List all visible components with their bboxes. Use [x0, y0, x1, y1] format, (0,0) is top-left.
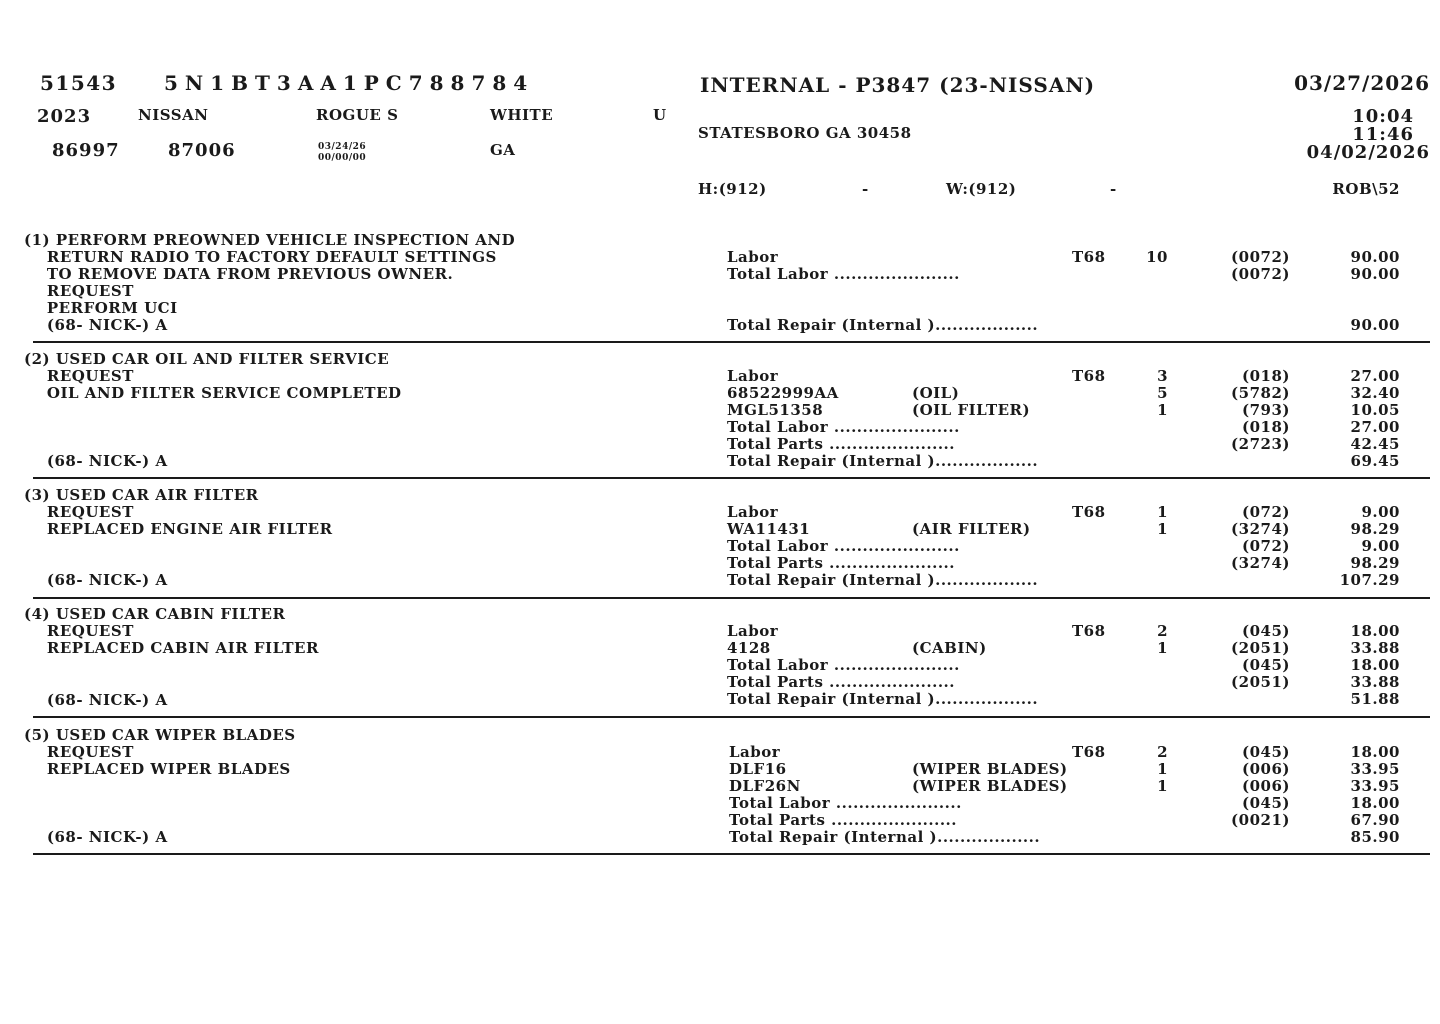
line-qty: 1	[1157, 777, 1168, 795]
line-label: Total Parts ......................	[727, 554, 955, 572]
job-desc-line: REQUEST	[24, 367, 134, 385]
line-amount: 33.95	[1350, 760, 1400, 778]
small-date-1: 03/24/26	[318, 142, 367, 152]
line-amount: 90.00	[1350, 248, 1400, 266]
part-desc: (OIL FILTER)	[912, 401, 1031, 419]
line-label: Labor	[727, 503, 779, 521]
date-opened: 03/27/2026	[1294, 71, 1430, 95]
job-desc-line: (68- NICK-) A	[24, 571, 168, 589]
line-amount: 18.00	[1350, 656, 1400, 674]
job-desc-line: REPLACED ENGINE AIR FILTER	[24, 520, 333, 538]
part-desc: (WIPER BLADES)	[912, 777, 1068, 795]
line-amount: 98.29	[1350, 520, 1400, 538]
line-label: Total Parts ......................	[727, 673, 955, 691]
line-code: (0021)	[1231, 811, 1290, 829]
line-qty: 1	[1157, 520, 1168, 538]
line-code: (072)	[1241, 503, 1290, 521]
job-desc-line: (68- NICK-) A	[24, 316, 168, 334]
line-code: (3274)	[1231, 554, 1290, 572]
job-desc-line: (3) USED CAR AIR FILTER	[24, 486, 259, 504]
vehicle-color: WHITE	[490, 106, 554, 124]
vehicle-year: 2023	[37, 106, 92, 127]
mileage-out: 87006	[168, 140, 236, 161]
line-code: (0072)	[1231, 248, 1290, 266]
line-amount: 33.88	[1350, 673, 1400, 691]
job-divider	[33, 341, 1430, 343]
line-qty: 5	[1157, 384, 1168, 402]
line-amount: 98.29	[1350, 554, 1400, 572]
job-divider	[33, 716, 1430, 718]
line-amount: 18.00	[1350, 743, 1400, 761]
job-desc-line: (68- NICK-) A	[24, 452, 168, 470]
part-desc: (WIPER BLADES)	[912, 760, 1068, 778]
line-tech: T68	[1072, 622, 1106, 640]
line-label: Total Labor ......................	[727, 265, 960, 283]
line-qty: 1	[1157, 503, 1168, 521]
line-amount: 9.00	[1361, 503, 1400, 521]
work-phone: W:(912)	[946, 180, 1017, 198]
line-qty: 1	[1157, 760, 1168, 778]
line-label: Total Repair (Internal )..................	[729, 828, 1041, 846]
part-number: WA11431	[727, 520, 811, 538]
vin: 5N1BT3AA1PC788784	[164, 71, 535, 95]
line-tech: T68	[1072, 248, 1106, 266]
part-number: DLF16	[729, 760, 787, 778]
job-desc-line: (4) USED CAR CABIN FILTER	[24, 605, 286, 623]
part-number: 4128	[727, 639, 771, 657]
line-code: (006)	[1241, 777, 1290, 795]
job-desc-line: REPLACED CABIN AIR FILTER	[24, 639, 319, 657]
line-label: Total Repair (Internal )..................	[727, 690, 1039, 708]
part-desc: (AIR FILTER)	[912, 520, 1031, 538]
line-tech: T68	[1072, 367, 1106, 385]
mileage-in: 86997	[52, 140, 120, 161]
customer-city: STATESBORO GA 30458	[698, 124, 912, 142]
job-desc-line: (1) PERFORM PREOWNED VEHICLE INSPECTION AND	[24, 231, 516, 249]
work-phone-dash: -	[1110, 180, 1117, 198]
line-code: (072)	[1241, 537, 1290, 555]
small-date-2: 00/00/00	[318, 153, 367, 163]
line-amount: 90.00	[1350, 265, 1400, 283]
job-desc-line: (5) USED CAR WIPER BLADES	[24, 726, 296, 744]
line-amount: 33.88	[1350, 639, 1400, 657]
line-amount: 18.00	[1350, 622, 1400, 640]
time-in: 10:04	[1352, 106, 1414, 127]
part-number: DLF26N	[729, 777, 801, 795]
line-code: (006)	[1241, 760, 1290, 778]
line-label: Total Repair (Internal )..................	[727, 571, 1039, 589]
home-phone: H:(912)	[698, 180, 767, 198]
line-qty: 2	[1157, 622, 1168, 640]
code-u: U	[653, 106, 667, 124]
line-code: (5782)	[1231, 384, 1290, 402]
line-amount: 18.00	[1350, 794, 1400, 812]
line-code: (793)	[1241, 401, 1290, 419]
time-out: 11:46	[1352, 124, 1414, 145]
job-desc-line: TO REMOVE DATA FROM PREVIOUS OWNER.	[24, 265, 454, 283]
customer-name: INTERNAL - P3847 (23-NISSAN)	[700, 73, 1096, 97]
line-amount: 107.29	[1339, 571, 1400, 589]
line-code: (018)	[1241, 418, 1290, 436]
line-qty: 10	[1146, 248, 1168, 266]
line-amount: 90.00	[1350, 316, 1400, 334]
job-desc-line: REQUEST	[24, 622, 134, 640]
line-amount: 51.88	[1350, 690, 1400, 708]
line-amount: 33.95	[1350, 777, 1400, 795]
line-tech: T68	[1072, 743, 1106, 761]
part-desc: (CABIN)	[912, 639, 987, 657]
line-label: Labor	[727, 622, 779, 640]
line-code: (2051)	[1231, 639, 1290, 657]
line-amount: 9.00	[1361, 537, 1400, 555]
line-label: Total Repair (Internal )..................	[727, 452, 1039, 470]
line-label: Total Parts ......................	[729, 811, 957, 829]
home-phone-dash: -	[862, 180, 869, 198]
job-desc-line: RETURN RADIO TO FACTORY DEFAULT SETTINGS	[24, 248, 497, 266]
line-amount: 42.45	[1350, 435, 1400, 453]
line-code: (2723)	[1231, 435, 1290, 453]
job-desc-line: PERFORM UCI	[24, 299, 178, 317]
vehicle-make: NISSAN	[138, 106, 209, 124]
service-advisor: ROB\52	[1332, 180, 1400, 198]
line-amount: 67.90	[1350, 811, 1400, 829]
state: GA	[490, 141, 516, 159]
job-divider	[33, 477, 1430, 479]
line-label: Total Labor ......................	[727, 656, 960, 674]
line-code: (045)	[1241, 743, 1290, 761]
line-amount: 69.45	[1350, 452, 1400, 470]
line-label: Total Labor ......................	[727, 537, 960, 555]
line-qty: 1	[1157, 401, 1168, 419]
line-label: Total Repair (Internal )..................	[727, 316, 1039, 334]
line-amount: 10.05	[1350, 401, 1400, 419]
line-code: (045)	[1241, 622, 1290, 640]
line-label: Labor	[729, 743, 781, 761]
line-code: (3274)	[1231, 520, 1290, 538]
line-amount: 85.90	[1350, 828, 1400, 846]
job-desc-line: (2) USED CAR OIL AND FILTER SERVICE	[24, 350, 390, 368]
line-code: (018)	[1241, 367, 1290, 385]
job-desc-line: OIL AND FILTER SERVICE COMPLETED	[24, 384, 402, 402]
line-code: (045)	[1241, 656, 1290, 674]
job-desc-line: REQUEST	[24, 503, 134, 521]
date-closed: 04/02/2026	[1306, 142, 1430, 163]
line-label: Total Parts ......................	[727, 435, 955, 453]
line-label: Total Labor ......................	[729, 794, 962, 812]
job-divider	[33, 853, 1430, 855]
job-desc-line: (68- NICK-) A	[24, 691, 168, 709]
line-qty: 2	[1157, 743, 1168, 761]
line-tech: T68	[1072, 503, 1106, 521]
line-qty: 1	[1157, 639, 1168, 657]
job-desc-line: REQUEST	[24, 282, 134, 300]
job-desc-line: (68- NICK-) A	[24, 828, 168, 846]
line-code: (2051)	[1231, 673, 1290, 691]
job-desc-line: REPLACED WIPER BLADES	[24, 760, 291, 778]
line-amount: 27.00	[1350, 418, 1400, 436]
line-amount: 32.40	[1350, 384, 1400, 402]
part-desc: (OIL)	[912, 384, 960, 402]
job-desc-line: REQUEST	[24, 743, 134, 761]
line-code: (045)	[1241, 794, 1290, 812]
line-qty: 3	[1157, 367, 1168, 385]
ro-number: 51543	[40, 71, 118, 95]
job-divider	[33, 597, 1430, 599]
line-code: (0072)	[1231, 265, 1290, 283]
vehicle-model: ROGUE S	[316, 106, 399, 124]
line-label: Total Labor ......................	[727, 418, 960, 436]
line-label: Labor	[727, 367, 779, 385]
line-label: Labor	[727, 248, 779, 266]
part-number: MGL51358	[727, 401, 824, 419]
part-number: 68522999AA	[727, 384, 839, 402]
line-amount: 27.00	[1350, 367, 1400, 385]
